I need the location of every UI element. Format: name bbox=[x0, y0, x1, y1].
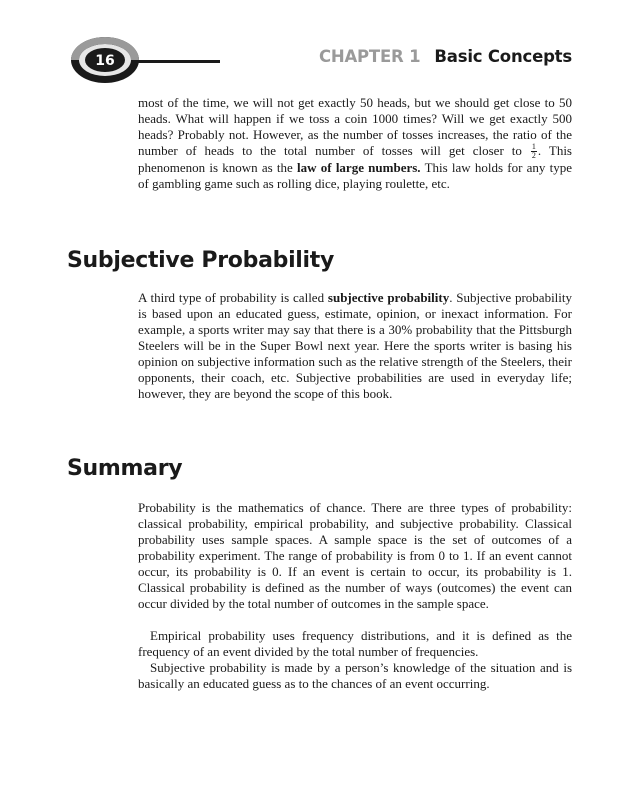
running-header bbox=[319, 47, 572, 66]
summary-paragraph-2: Empirical probability uses frequency distributions, and it is defined as the frequency of an event divided by the total number of frequencies. bbox=[138, 628, 572, 659]
intro-text-end: This law holds for any type of gambling game such as rolling dice, playing roulette, etc. bbox=[138, 160, 573, 191]
subjective-paragraph: A third type of probability is called subjective probability. Subjective probability is based upon an educated guess, estimate, opinion, or inexact information. For example, a sports writer may say that there is a 30% probability that the Pittsburgh Steelers will be in the Super Bowl next year. Here the sports writer is basing his opinion on subjective information such as the relative strength of the Steelers, their opponents, their coach, etc. Subjective probabilities are used in everyday life; however, they are beyond the scope of this book. bbox=[138, 290, 573, 401]
intro-text-start: most of the time, we will not get exactly 50 heads, but we should get close to 50 heads. What will happen if we toss a coin 1000 times? Will we get exactly 500 heads? Probably not. However, as the number of tosses increases, the ratio of the number of heads to the total number of tosses will get closer to bbox=[138, 95, 572, 158]
chapter-label: CHAPTER 1 bbox=[318, 47, 421, 66]
summary-paragraph-3: Subjective probability is made by a person’s knowledge of the situation and is basically an educated guess as to the chances of an event occurring. bbox=[138, 660, 572, 691]
page-number: 16 bbox=[95, 53, 115, 69]
page-header bbox=[0, 0, 635, 90]
fraction-one-half: $\frac{1}{2}$ bbox=[531, 142, 536, 160]
heading-subjective-probability: Subjective Probability bbox=[67, 248, 335, 273]
page-number-badge bbox=[70, 36, 140, 84]
chapter-title: Basic Concepts bbox=[434, 47, 572, 66]
intro-paragraph bbox=[138, 95, 572, 192]
intro-text-middle: . This phenomenon is known as the bbox=[138, 143, 572, 175]
term-law-of-large-numbers: law of large numbers. bbox=[297, 160, 421, 175]
header-rule bbox=[138, 60, 220, 63]
heading-summary: Summary bbox=[67, 456, 183, 481]
summary-paragraph-1: Probability is the mathematics of chance. There are three types of probability: classical probability, empirical probability, and subjective probability. Classical probability uses sample spaces. A sample space is the set of outcomes of a probability experiment. The range of probability is from 0 to 1. If an event cannot occur, its probability is 0. If an event is certain to occur, its probability is 1. Classical probability is defined as the number of ways (outcomes) the event can occur divided by the total number of outcomes in the sample space. bbox=[138, 500, 572, 611]
term-subjective-probability: subjective probability bbox=[327, 290, 450, 305]
